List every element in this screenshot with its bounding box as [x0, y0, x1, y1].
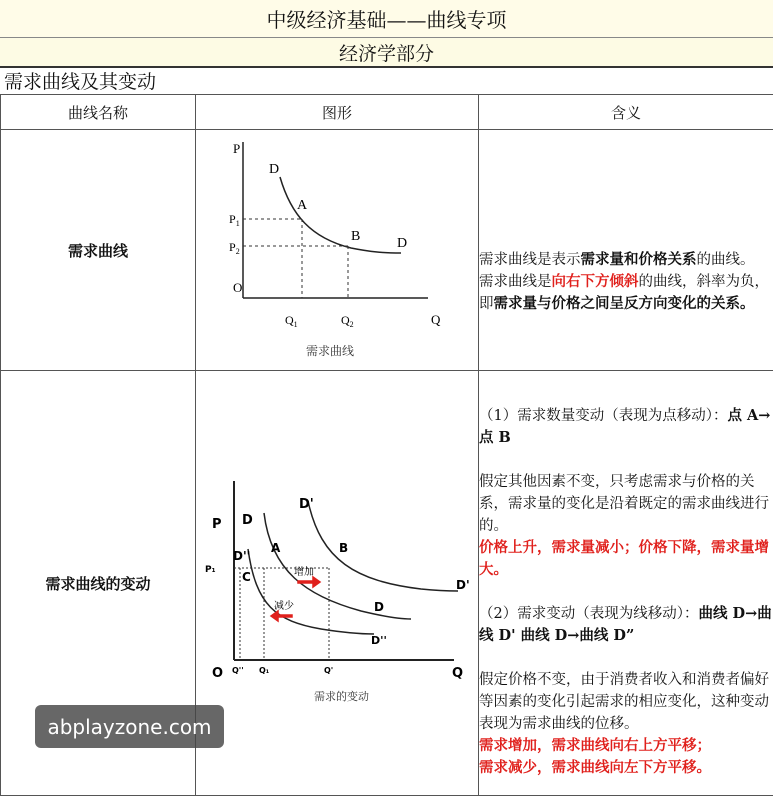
curve-table [0, 94, 773, 796]
curve-label-d-right: D [374, 600, 384, 614]
page-title: 中级经济基础——曲线专项 [0, 0, 773, 38]
decrease-label: 减少 [274, 599, 294, 612]
curve-meaning [479, 371, 773, 796]
point-label-c: C [242, 570, 251, 584]
column-header-meaning: 含义 [479, 95, 773, 130]
curve-d-prime [308, 501, 458, 591]
curve-label-d-prime-top: D' [299, 497, 314, 512]
demand-shift-diagram [196, 371, 479, 791]
curve-name: 需求曲线的变动 [1, 371, 196, 796]
curve-name: 需求曲线 [1, 130, 196, 371]
meaning-emphasis: 需求增加，需求曲线向右上方平移； [479, 735, 773, 757]
quantity-label-q-prime: Q' [324, 666, 333, 675]
axis-label-p: P [233, 141, 240, 156]
meaning-paragraph: 需求曲线是向右下方倾斜的曲线，斜率为负，即需求量与价格之间呈反方向变化的关系。 [479, 271, 773, 315]
origin-label: O [212, 666, 223, 681]
curve-label-d-double-prime-top: D'' [233, 549, 250, 563]
price-label-p2: $P_2$ [229, 240, 240, 256]
figure-caption: 需求曲线 [306, 343, 354, 358]
quantity-label-q2: $Q_2$ [341, 313, 354, 329]
table-row [1, 130, 773, 371]
demand-curve-line [280, 177, 401, 253]
quantity-label-q1: $Q_1$ [285, 313, 298, 329]
quantity-label-q1: Q₁ [259, 666, 270, 675]
price-label-p1: P₁ [205, 565, 216, 575]
section-title: 需求曲线及其变动 [4, 67, 156, 93]
figure-caption: 需求的变动 [314, 689, 369, 703]
demand-curve-figure [196, 130, 479, 371]
curve-label-d-bottom: D [397, 236, 407, 251]
curve-label-d-top: D [242, 513, 253, 528]
curve-d-double-prime [248, 549, 374, 634]
column-header-figure: 图形 [196, 95, 479, 130]
table-header-row [1, 95, 773, 130]
curve-meaning [479, 130, 773, 371]
increase-arrow-icon [298, 577, 320, 587]
point-label-b: B [339, 541, 348, 555]
meaning-paragraph: 需求曲线是表示需求量和价格关系的曲线。 [479, 249, 773, 271]
meaning-paragraph: 假定其他因素不变，只考虑需求与价格的关系，需求量的变化是沿着既定的需求曲线进行的。 [479, 471, 773, 537]
point-label-b: B [351, 229, 360, 244]
origin-label: O [233, 280, 242, 295]
demand-shift-figure [196, 371, 479, 796]
page-subtitle: 经济学部分 [0, 37, 773, 68]
meaning-paragraph: （1）需求数量变动（表现为点移动）：点 A→点 B [479, 405, 773, 449]
curve-label-d-double-prime-right: D'' [371, 634, 387, 647]
axis-label-q: Q [431, 312, 441, 327]
curve-label-d-top: D [269, 162, 279, 177]
watermark: abplayzone.com [35, 705, 224, 748]
axis-label-p: P [212, 517, 222, 532]
curve-label-d-prime-right: D' [456, 578, 470, 592]
axis-label-q: Q [452, 666, 463, 681]
demand-curve-diagram [196, 130, 479, 366]
increase-label: 增加 [294, 565, 314, 578]
meaning-paragraph: （2）需求变动（表现为线移动）：曲线 D→曲线 D' 曲线 D→曲线 D” [479, 603, 773, 647]
price-label-p1: $P_1$ [229, 212, 240, 228]
meaning-emphasis: 价格上升，需求量减小；价格下降，需求量增大。 [479, 537, 773, 581]
quantity-label-q-double-prime: Q'' [232, 666, 244, 675]
meaning-paragraph: 假定价格不变，由于消费者收入和消费者偏好等因素的变化引起需求的相应变化，这种变动表现为需求曲线的位移。 [479, 669, 773, 735]
column-header-name: 曲线名称 [1, 95, 196, 130]
point-label-a: A [297, 198, 308, 213]
point-label-a: A [271, 541, 281, 555]
meaning-emphasis: 需求减少，需求曲线向左下方平移。 [479, 757, 773, 779]
